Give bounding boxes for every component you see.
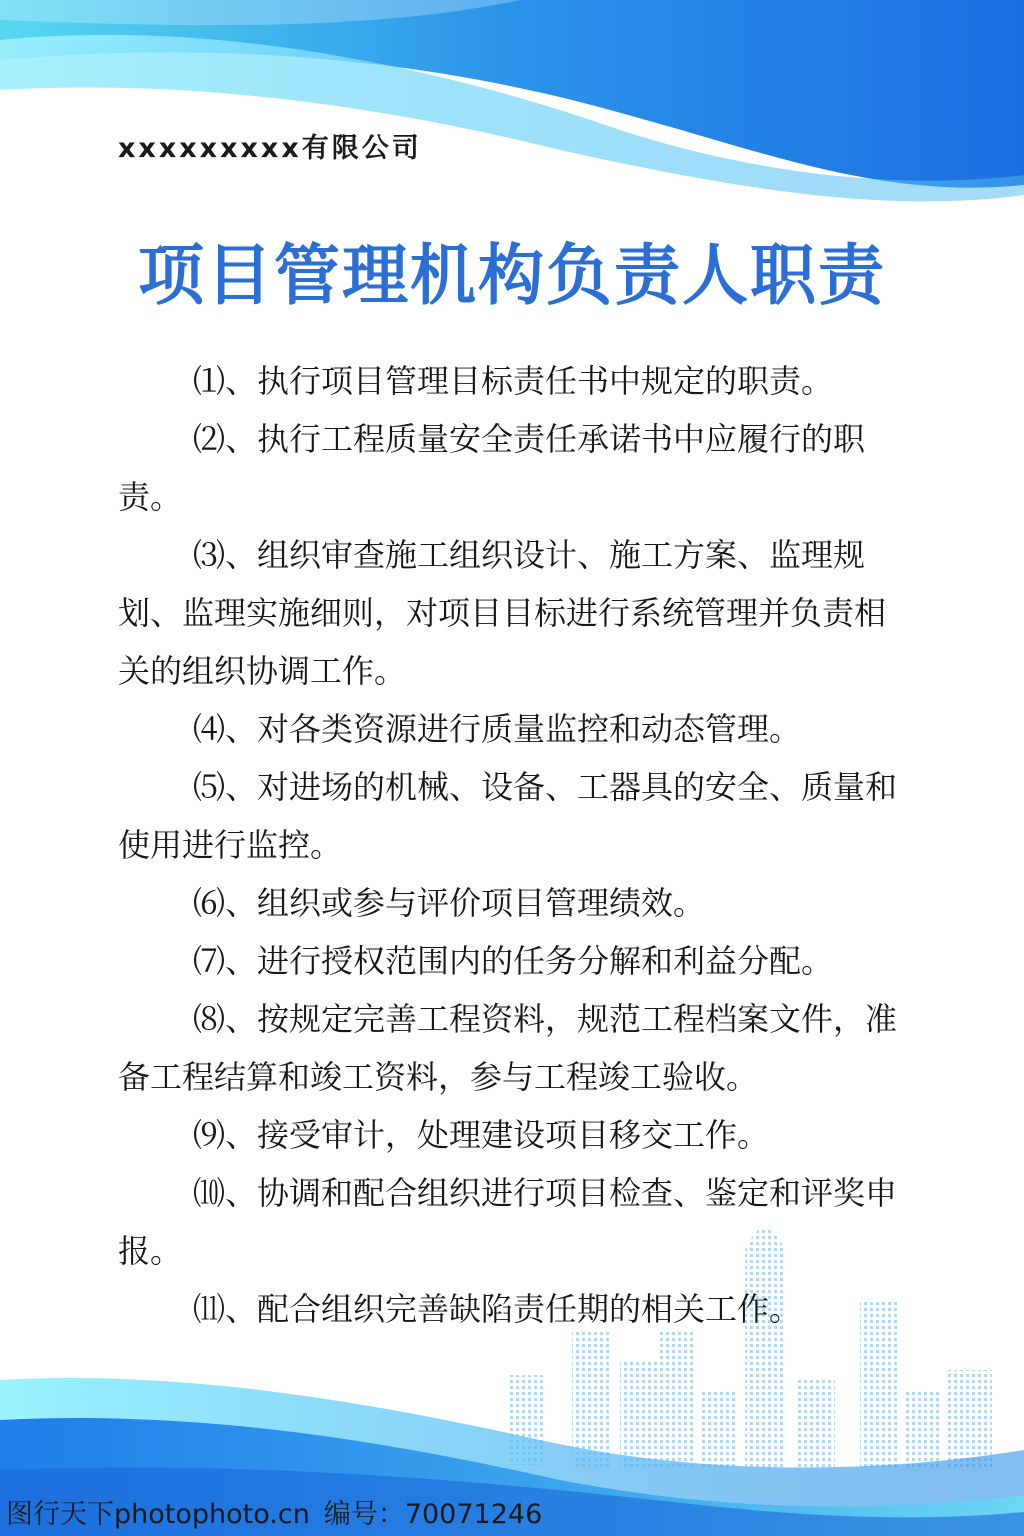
duty-item: ⑴、执行项目管理目标责任书中规定的职责。 bbox=[193, 362, 834, 400]
duty-item: ⑹、组织或参与评价项目管理绩效。 bbox=[193, 884, 706, 922]
page-title: 项目管理机构负责人职责 bbox=[138, 236, 886, 314]
top-wave-decoration bbox=[0, 0, 1024, 201]
watermark-site: 图行天下photophoto.cn bbox=[6, 1499, 310, 1530]
duties-list bbox=[118, 352, 913, 1338]
duty-item: ⑻、按规定完善工程资料，规范工程档案文件，准备工程结算和竣工资料，参与工程竣工验收。 bbox=[118, 1000, 898, 1096]
duty-item: ⑺、进行授权范围内的任务分解和利益分配。 bbox=[193, 942, 834, 980]
duty-item: ⑵、执行工程质量安全责任承诺书中应履行的职责。 bbox=[118, 420, 866, 516]
duty-item: ⑷、对各类资源进行质量监控和动态管理。 bbox=[193, 710, 802, 748]
duty-item: ⑸、对进场的机械、设备、工器具的安全、质量和使用进行监控。 bbox=[118, 768, 898, 864]
duty-item: ⑾、配合组织完善缺陷责任期的相关工作。 bbox=[193, 1290, 802, 1328]
duty-item: ⑶、组织审查施工组织设计、施工方案、监理规划、监理实施细则，对项目目标进行系统管理并负责相关的组织协调工作。 bbox=[118, 536, 887, 690]
duty-item: ⑽、协调和配合组织进行项目检查、鉴定和评奖申报。 bbox=[118, 1174, 898, 1270]
duty-item: ⑼、接受审计，处理建设项目移交工作。 bbox=[193, 1116, 770, 1154]
company-name: xxxxxxxxx有限公司 bbox=[118, 133, 422, 164]
watermark bbox=[6, 1492, 542, 1531]
watermark-id: 编号：70071246 bbox=[323, 1499, 543, 1530]
